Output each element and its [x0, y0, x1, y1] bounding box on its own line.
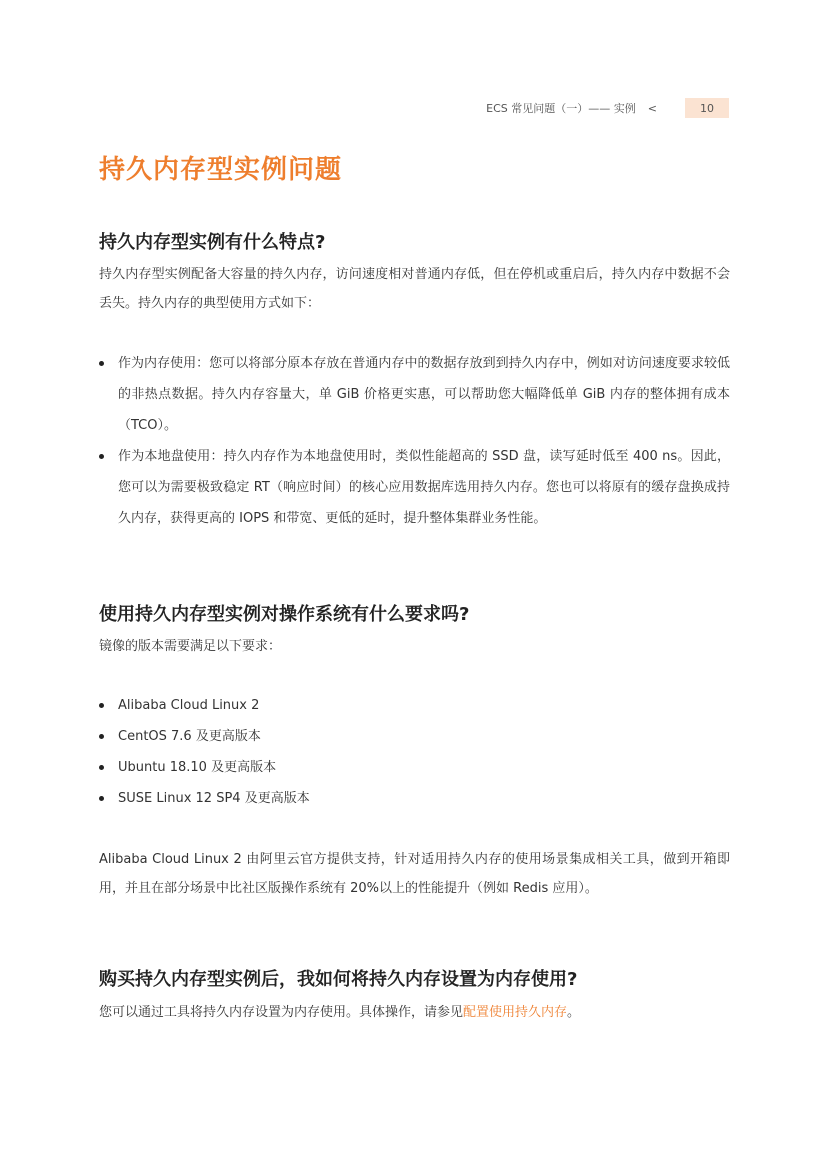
list-item: [99, 721, 730, 752]
section-heading-os-requirements: 使用持久内存型实例对操作系统有什么要求吗?: [99, 604, 470, 625]
list-item-text: SUSE Linux 12 SP4 及更高版本: [118, 791, 310, 806]
page-number-badge: 10: [685, 98, 729, 118]
list-item: [99, 752, 730, 783]
list-item-text: CentOS 7.6 及更高版本: [118, 729, 261, 744]
os-list: [99, 690, 730, 814]
page-title: 持久内存型实例问题: [99, 155, 343, 185]
list-item-text: Ubuntu 18.10 及更高版本: [118, 760, 277, 775]
list-item: [99, 441, 730, 534]
bullet-icon: [99, 454, 104, 459]
bullet-icon: [99, 361, 104, 366]
section-body-memory-setup: [99, 998, 730, 1027]
features-list: [99, 348, 730, 534]
list-item-text: Alibaba Cloud Linux 2: [118, 698, 260, 713]
chevron-left-icon[interactable]: <: [647, 101, 657, 115]
list-item: [99, 348, 730, 441]
section-note-os: Alibaba Cloud Linux 2 由阿里云官方提供支持，针对适用持久内存的使用场景集成相关工具，做到开箱即用，并且在部分场景中比社区版操作系统有 20%以上的性能提升（例如 Redis 应用）。: [99, 852, 730, 896]
bullet-icon: [99, 765, 104, 770]
bullet-icon: [99, 796, 104, 801]
bullet-icon: [99, 703, 104, 708]
list-item-text: 作为本地盘使用：持久内存作为本地盘使用时，类似性能超高的 SSD 盘，读写延时低至 400 ns。因此，您可以为需要极致稳定 RT（响应时间）的核心应用数据库选用持久内存。您也可以将原有的缓存盘换成持久内存，获得更高的 IOPS 和带宽、更低的延时，提升整体集群业务性能。: [118, 449, 730, 526]
page-header: [486, 98, 729, 118]
section-intro-os-requirements: 镜像的版本需要满足以下要求：: [99, 639, 282, 654]
body-text: 您可以通过工具将持久内存设置为内存使用。具体操作，请参见: [99, 1005, 464, 1020]
list-item-text: 作为内存使用：您可以将部分原本存放在普通内存中的数据存放到到持久内存中，例如对访问速度要求较低的非热点数据。持久内存容量大，单 GiB 价格更实惠，可以帮助您大幅降低单 GiB 内存的整体拥有成本（TCO）。: [118, 356, 730, 433]
section-intro-features: 持久内存型实例配备大容量的持久内存，访问速度相对普通内存低，但在停机或重启后，持久内存中数据不会丢失。持久内存的典型使用方式如下：: [99, 267, 730, 311]
section-heading-features: 持久内存型实例有什么特点?: [99, 232, 326, 253]
list-item: [99, 783, 730, 814]
document-body: [99, 150, 730, 1027]
configure-pmem-link[interactable]: 配置使用持久内存: [463, 1005, 568, 1020]
breadcrumb: ECS 常见问题（一）—— 实例: [486, 102, 636, 115]
list-item: [99, 690, 730, 721]
bullet-icon: [99, 734, 104, 739]
section-heading-memory-setup: 购买持久内存型实例后，我如何将持久内存设置为内存使用?: [99, 969, 578, 990]
body-text-end: 。: [567, 1005, 581, 1020]
